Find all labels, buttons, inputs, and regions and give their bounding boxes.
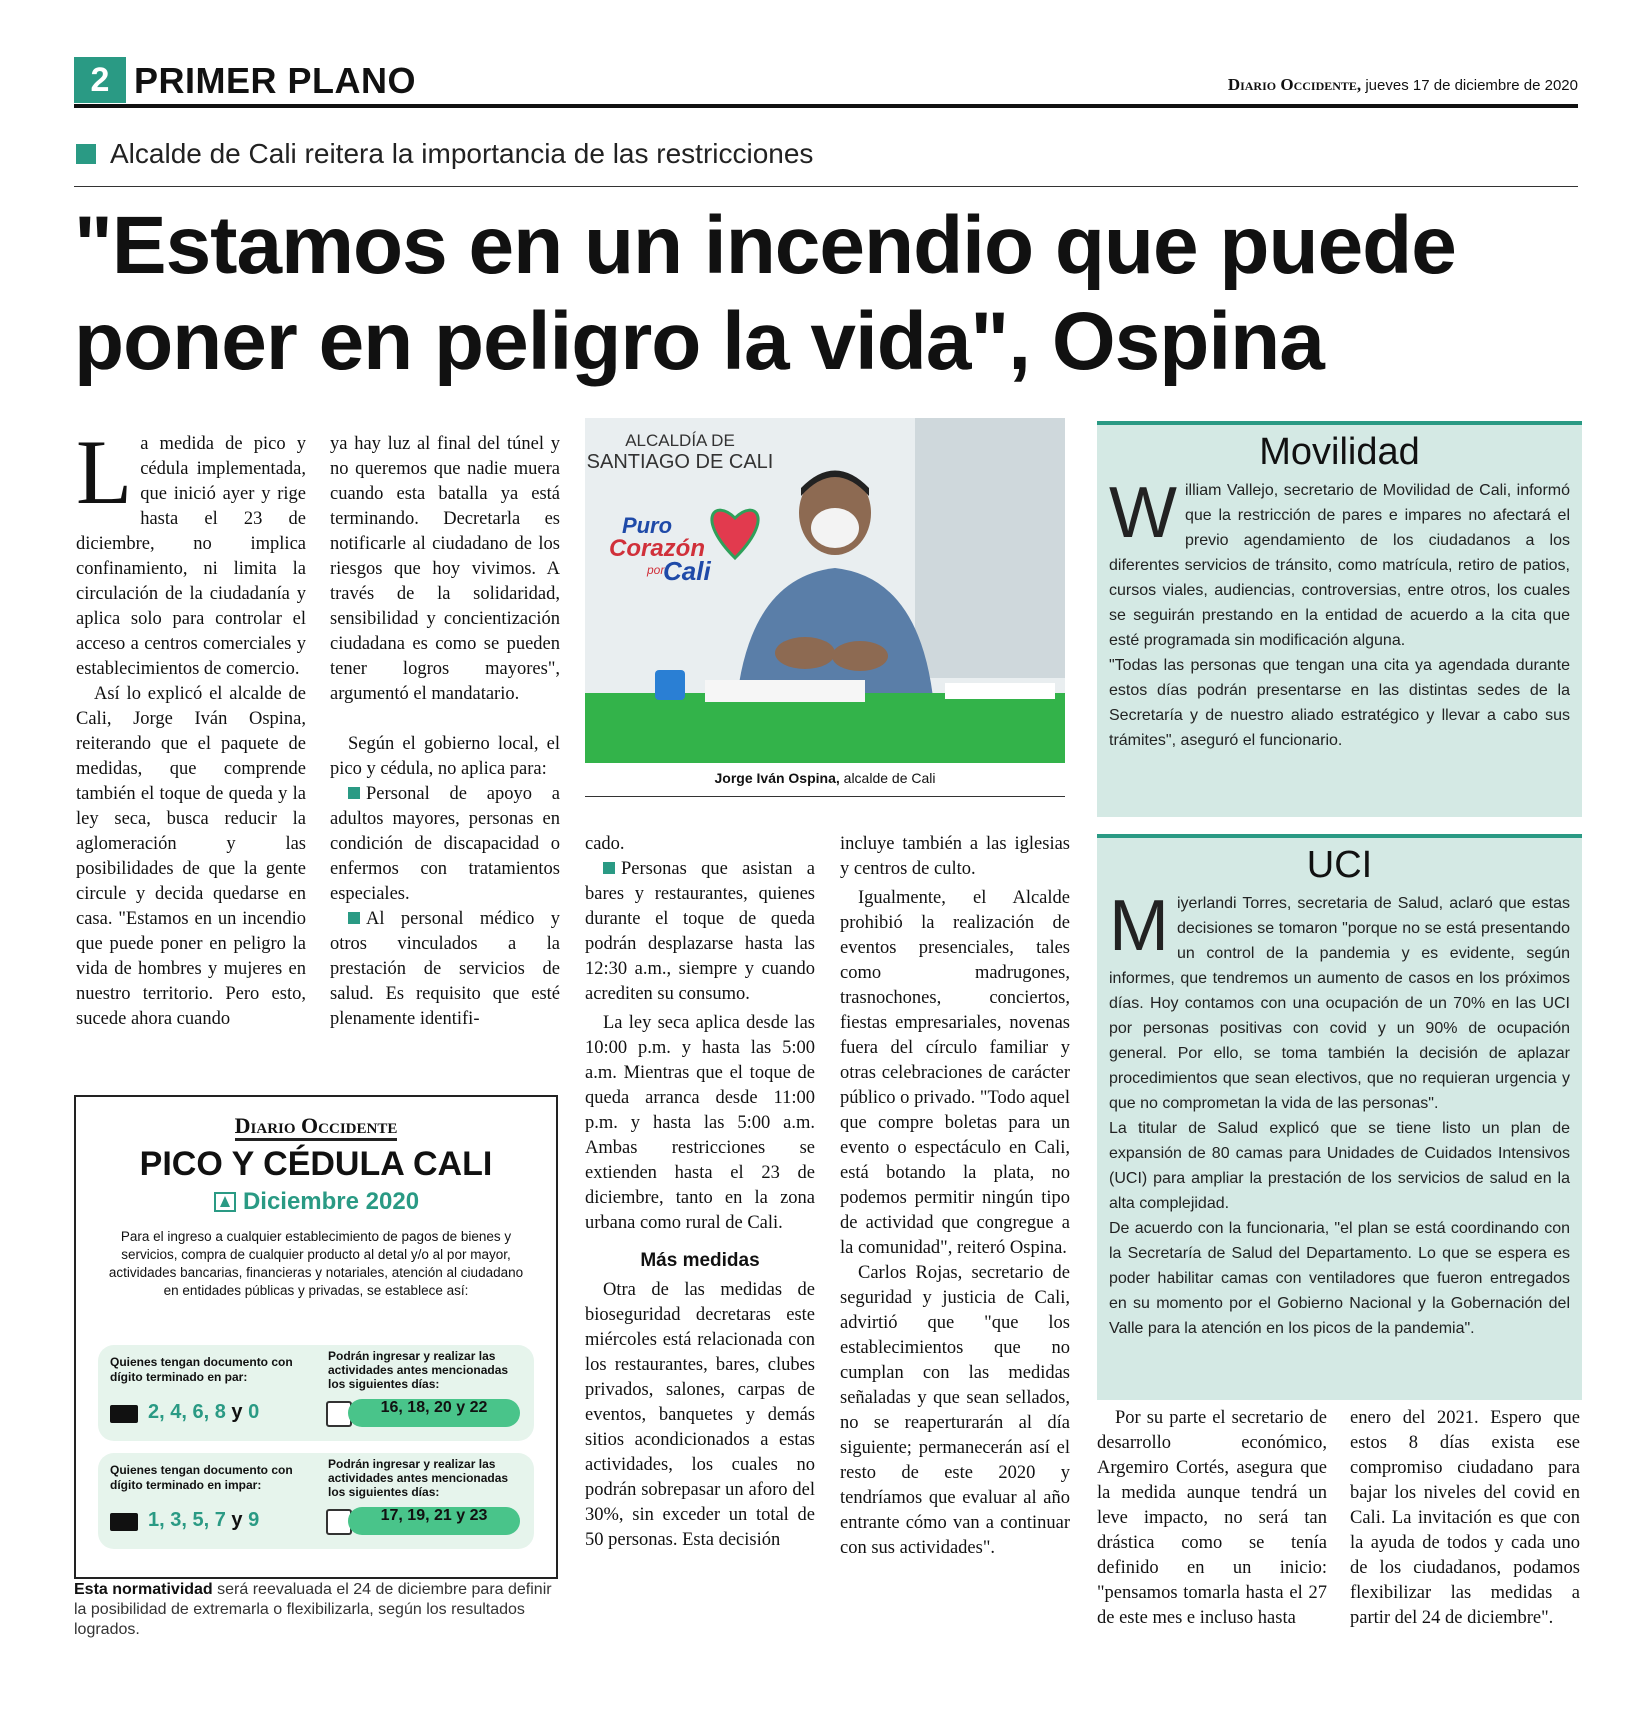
sign-line-1: ALCALDÍA DE xyxy=(625,431,735,450)
paragraph: Por su parte el secretario de desarrollo económico, Argemiro Cortés, asegura que la medida aunque tendrá un leve impacto, no será tan drástica como se tenía definido en un inicio: "pensamos tomarla hasta el 27 de este mes e incluso hasta xyxy=(1097,1408,1327,1628)
sign-line-2: SANTIAGO DE CALI xyxy=(586,451,774,473)
drop-cap: M xyxy=(1109,886,1169,966)
article-column-6 xyxy=(1350,1406,1580,1631)
odd-label: Quienes tengan documento con dígito terminado en impar: xyxy=(110,1463,293,1492)
mayor-photo xyxy=(585,418,1065,763)
odd-digits: 1, 3, 5, 7 y 9 xyxy=(148,1509,260,1531)
header-rule xyxy=(74,104,1578,108)
infographic-month: Diciembre 2020 xyxy=(76,1188,556,1216)
even-digits: 2, 4, 6, 8 y 0 xyxy=(148,1401,260,1423)
id-card-icon xyxy=(110,1513,138,1531)
infographic-title: PICO Y CÉDULA CALI xyxy=(139,1145,493,1183)
issue-date: jueves 17 de diciembre de 2020 xyxy=(1365,77,1578,94)
square-bullet-icon xyxy=(76,144,96,164)
photo-illustration xyxy=(585,418,1065,763)
logo-word-cali: Cali xyxy=(663,556,711,586)
sidebar-title: UCI xyxy=(1306,844,1373,886)
sidebar-paragraph: "Todas las personas que tengan una cita ya agendada durante estos días podrán presentarse en las distintas sedes de la Secretaría y de nuestro aliado estratégico y llevar a cabo sus trámites", aseguró el funcionario. xyxy=(1109,657,1570,749)
even-days: 16, 18, 20 y 22 xyxy=(348,1399,520,1427)
masthead xyxy=(1228,75,1578,95)
article-column-5 xyxy=(1097,1406,1327,1631)
even-digits-panel xyxy=(98,1345,534,1441)
odd-digits-panel xyxy=(98,1453,534,1549)
kicker-text: Alcalde de Cali reitera la importancia de las restricciones xyxy=(110,138,814,169)
kicker-rule xyxy=(74,186,1578,187)
logo-word-corazon: Corazón xyxy=(609,535,705,562)
paragraph: incluye también a las iglesias y centros de culto. xyxy=(840,834,1070,879)
paragraph: Otra de las medidas de bioseguridad decretaras este miércoles está relacionada con los restaurantes, bares, clubes privados, salones, carpas de eventos, banquetes y demás sitios acondicionados a estas actividades, los cuales no podrán sobrepasar un aforo del 30%, sin exceder un total de 50 personas. Esta decisión xyxy=(585,1280,815,1550)
list-item: Personas que asistan a bares y restaurantes, quienes durante el toque de queda podrán desplazarse hasta las 12:30 a.m., siempre y cuando acrediten su consumo. xyxy=(585,859,815,1004)
kicker xyxy=(76,138,813,170)
sidebar-paragraph: William Vallejo, secretario de Movilidad de Cali, informó que la restricción de pares e impares no afectará el previo agendamiento de los ciudadanos a los diferentes servicios de tránsito, como matrícula, retiro de patios, cursos viales, audiencias, controversias, entre otros, los cuales se seguirán prestando en la entidad de acuerdo a la cita que esté programada sin modificación alguna. xyxy=(1109,473,1570,649)
pico-y-cedula-infographic xyxy=(74,1095,558,1579)
logo-word-por: por xyxy=(647,563,665,577)
calendar-tree-icon xyxy=(213,1189,237,1213)
caption-rule xyxy=(585,796,1065,797)
even-days-label: Podrán ingresar y realizar las actividades antes mencionadas los siguientes días: xyxy=(328,1349,509,1391)
page-number: 2 xyxy=(74,57,126,103)
even-label: Quienes tengan documento con dígito terminado en par: xyxy=(110,1355,293,1384)
paragraph: Según el gobierno local, el pico y cédula, no aplica para: xyxy=(330,734,560,779)
drop-cap: W xyxy=(1109,473,1177,553)
paragraph: La ley seca aplica desde las 10:00 p.m. y hasta las 5:00 a.m. Mientras que el toque de queda arranca desde 11:00 p.m. y hasta las 5:00 a.m. Ambas restricciones se extienden hasta el 23 de diciembre, tanto en la zona urbana como rural de Cali. xyxy=(585,1013,815,1233)
infographic-intro: Para el ingreso a cualquier establecimiento de pagos de bienes y servicios, compra de cualquier producto al detal y/o al por mayor, actividades bancarias, financieras y notariales, atención al ciudadano en entidades públicas y privadas, se establece así: xyxy=(108,1229,524,1298)
infographic-logo: Diario Occidente xyxy=(76,1113,556,1139)
logo-word-puro: Puro xyxy=(621,513,673,538)
sidebar-paragraph: La titular de Salud explicó que se tiene listo un plan de expansión de 80 camas para Unidades de Cuidados Intensivos (UCI) para ampliar la prestación de los servicios de salud en la alta complejidad. xyxy=(1109,1120,1570,1212)
drop-cap: L xyxy=(76,421,133,523)
list-item: Personal de apoyo a adultos mayores, personas en condición de discapacidad o enfermos con tratamientos especiales. xyxy=(330,784,560,904)
sidebar-paragraph: Miyerlandi Torres, secretaria de Salud, aclaró que estas decisiones se tomaron "porque no se está presentando un control de la pandemia y es evidente, según informes, que tendremos un aumento de casos en los próximos días. Hoy contamos con una ocupación de un 70% en las UCI por personas positivas con covid y un 90% de ocupación general. Por ello, se toma también la decisión de aplazar procedimientos que sean electivos, que no requieran urgencia y que no comprometan la vida de las personas". xyxy=(1109,886,1570,1112)
lead-paragraph: La medida de pico y cédula implementada, que inició ayer y rige hasta el 23 de diciembre, no implica confinamiento, ni limita la circulación de la ciudadanía y aplica solo para controlar el acceso a centros comerciales y establecimientos de comercio. xyxy=(76,421,306,679)
movilidad-sidebar xyxy=(1097,421,1582,817)
headline: "Estamos en un incendio que puede poner en peligro la vida", Ospina xyxy=(74,200,1456,387)
paragraph: Carlos Rojas, secretario de seguridad y justicia de Cali, advirtió que "que los establecimientos que no cumplan con las medidas señaladas y que sean sellados, no se reaperturarán al día siguiente; permanecerán así el resto de este 2020 y tendríamos que evaluar al año entrante cómo van a continuar con sus actividades". xyxy=(840,1263,1070,1558)
list-item: Al personal médico y otros vinculados a la prestación de servicios de salud. Es requisito que esté plenamente identifi- xyxy=(330,909,560,1029)
subheading: Más medidas xyxy=(640,1250,760,1271)
paragraph: Así lo explicó el alcalde de Cali, Jorge Iván Ospina, reiterando que el paquete de medidas, que comprende también el toque de queda y la ley seca, busca reducir la aglomeración y las posibilidades de que la gente circule y decida quedarse en casa. "Estamos en un incendio que puede poner en peligro la vida de hombres y mujeres en nuestro territorio. Pero esto, sucede ahora cuando xyxy=(76,684,306,1029)
paragraph: cado. xyxy=(585,834,625,854)
section-title: PRIMER PLANO xyxy=(134,60,417,101)
square-bullet-icon xyxy=(348,912,360,924)
publication-name: Diario Occidente, xyxy=(1227,75,1362,94)
odd-days: 17, 19, 21 y 23 xyxy=(348,1507,520,1535)
infographic-note: Esta normatividad será reevaluada el 24 de diciembre para definir la posibilidad de extremarla o flexibilizarla, según los resultados logrados. xyxy=(74,1581,552,1638)
article-column-1 xyxy=(76,421,306,1032)
paragraph: Igualmente, el Alcalde prohibió la realización de eventos presenciales, tales como madrugones, trasnochones, conciertos, fiestas empresariales, novenas fuera del círculo familiar y otras celebraciones de carácter público o privado. "Todo aquel que compre boletas para un evento o espectáculo en Cali, está botando la plata, no podemos permitir ningún tipo de actividad que congregue a la comunidad", reiteró Ospina. xyxy=(840,888,1070,1258)
paragraph: ya hay luz al final del túnel y no queremos que nadie muera cuando esta batalla ya está terminando. Decretarla es notificarle al ciudadano de los riesgos que hoy vivimos. A través de la solidaridad, sensibilidad y concientización ciudadana es como se pueden tener logros mayores", argumentó el mandatario. xyxy=(330,434,560,704)
article-column-3 xyxy=(585,832,815,1553)
photo-caption: Jorge Iván Ospina, alcalde de Cali xyxy=(714,770,936,786)
square-bullet-icon xyxy=(603,862,615,874)
id-card-icon xyxy=(110,1405,138,1423)
sidebar-paragraph: De acuerdo con la funcionaria, "el plan se está coordinando con la Secretaría de Salud del Departamento. Lo que se espera es poder habilitar camas con ventiladores que fueron entregados en su momento por el Gobierno Nacional y la Gobernación del Valle para la atención en los picos de la pandemia". xyxy=(1109,1220,1570,1337)
article-column-2 xyxy=(330,432,560,1032)
article-column-4 xyxy=(840,832,1070,1561)
sidebar-title: Movilidad xyxy=(1259,431,1420,473)
square-bullet-icon xyxy=(348,787,360,799)
odd-days-label: Podrán ingresar y realizar las actividades antes mencionadas los siguientes días: xyxy=(328,1457,509,1499)
uci-sidebar xyxy=(1097,834,1582,1400)
paragraph: enero del 2021. Espero que estos 8 días exista ese compromiso ciudadano para bajar los niveles del covid en Cali. La invitación es que con la ayuda de todos y cada uno de los ciudadanos, podamos flexibilizar las medidas a partir del 24 de diciembre". xyxy=(1350,1408,1580,1628)
